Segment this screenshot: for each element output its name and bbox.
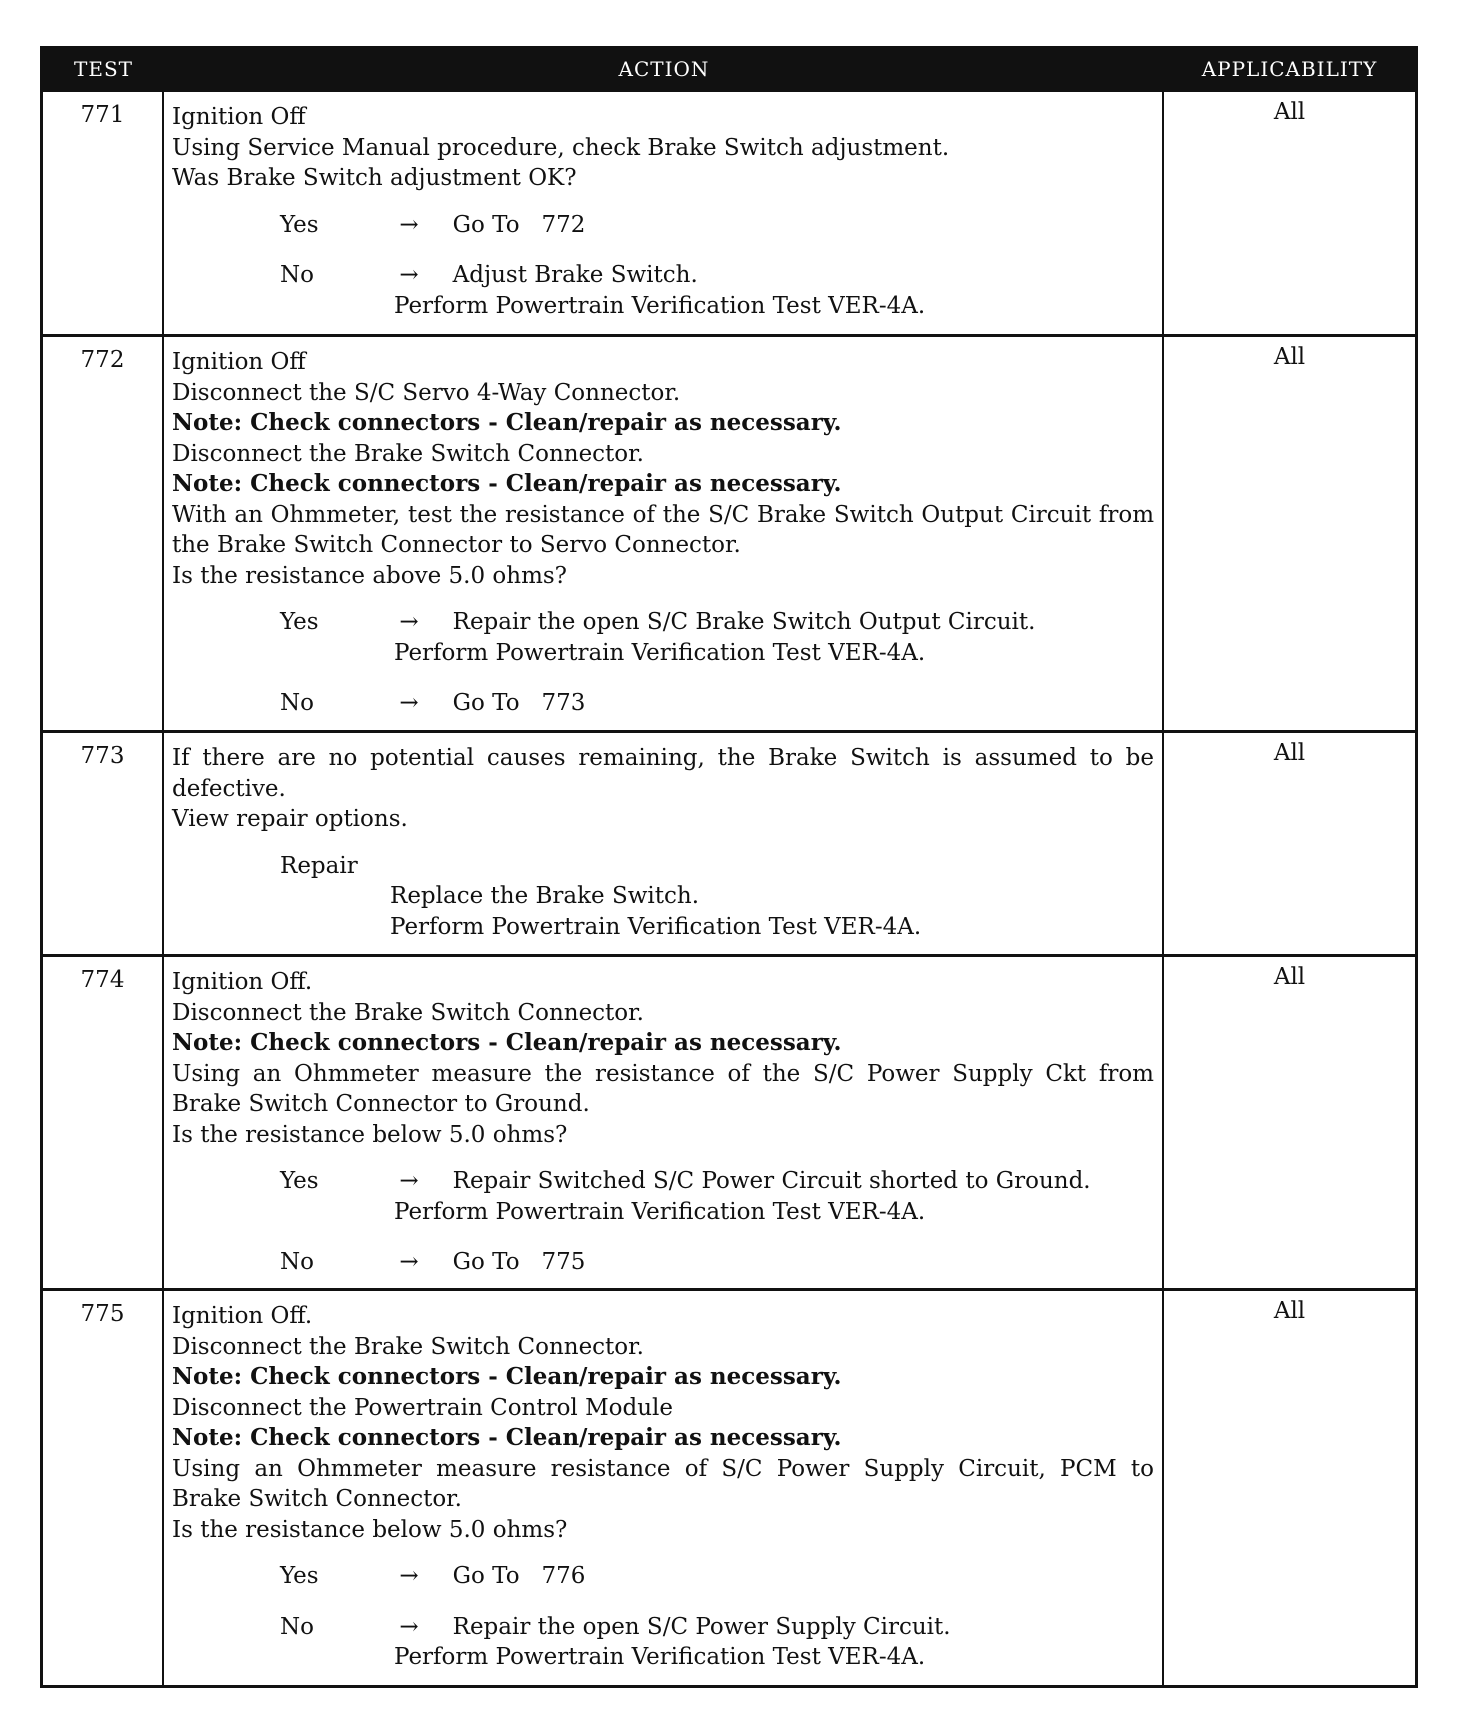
test-number: 774 [43,957,164,1288]
yes-label: Yes [280,1168,319,1194]
table-row [43,954,1415,1288]
arrow-icon: → [399,211,419,238]
applicability-value: All [1273,344,1306,370]
applicability-value: All [1273,99,1306,125]
step-text: Is the resistance below 5.0 ohms? [172,1121,568,1148]
step-text: Ignition Off [172,104,306,130]
action-cell [164,733,1164,954]
table-row [43,730,1415,954]
arrow-icon: → [399,690,419,716]
step-text: With an Ohmmeter, test the resistance of the S/C Brake Switch Output Circuit from the Brake Switch Connector to Servo Connector. [172,501,1154,558]
no-action: Perform Powertrain Verification Test VER-4A. [394,1644,926,1670]
action-cell [164,1291,1164,1685]
table-row [43,334,1415,730]
table-row [43,1288,1415,1685]
applicability-value: All [1273,740,1306,766]
action-cell [164,92,1164,334]
step-text: Disconnect the Brake Switch Connector. [172,440,644,467]
step-text: View repair options. [172,806,408,832]
step-text: Is the resistance below 5.0 ohms? [172,1516,568,1543]
test-number: 773 [43,733,164,954]
no-label: No [280,690,314,716]
repair-label: Repair [280,852,358,879]
table-header [43,49,1415,89]
note-text: Note: Check connectors - Clean/repair as necessary. [172,470,842,497]
no-label: No [280,1249,314,1275]
step-text: If there are no potential causes remaining, the Brake Switch is assumed to be defective. [172,745,1154,802]
test-number: 771 [43,92,164,334]
yes-action: Perform Powertrain Verification Test VER-4A. [394,1198,926,1225]
note-text: Note: Check connectors - Clean/repair as necessary. [172,1029,842,1056]
table-row [43,89,1415,334]
step-text: Ignition Off. [172,1303,313,1329]
no-label: No [280,262,314,288]
header-action: ACTION [618,57,710,81]
applicability-value: All [1273,964,1306,990]
step-text: Using an Ohmmeter measure resistance of S/C Power Supply Circuit, PCM to Brake Switch Connector. [172,1455,1154,1512]
diagnostic-table [40,46,1418,1688]
step-text: Ignition Off [172,349,306,375]
step-text: Disconnect the Brake Switch Connector. [172,999,644,1026]
arrow-icon: → [399,1249,419,1275]
no-action: Go To 773 [452,690,586,716]
no-action: Adjust Brake Switch. [452,262,698,288]
step-text: Disconnect the Brake Switch Connector. [172,1333,644,1360]
step-text: Is the resistance above 5.0 ohms? [172,562,568,589]
step-text: Using Service Manual procedure, check Brake Switch adjustment. [172,134,950,161]
yes-action: Perform Powertrain Verification Test VER-4A. [394,639,926,666]
yes-label: Yes [280,609,319,635]
step-text: Disconnect the S/C Servo 4-Way Connector. [172,379,681,406]
yes-action: Repair the open S/C Brake Switch Output Circuit. [452,609,1036,635]
arrow-icon: → [399,609,419,635]
step-text: Was Brake Switch adjustment OK? [172,165,577,191]
arrow-icon: → [399,1613,419,1640]
yes-action: Repair Switched S/C Power Circuit shorted to Ground. [452,1168,1091,1194]
step-text: Ignition Off. [172,969,313,995]
repair-action: Replace the Brake Switch. [390,883,700,909]
arrow-icon: → [399,1168,419,1194]
step-text: Disconnect the Powertrain Control Module [172,1394,674,1421]
no-action: Repair the open S/C Power Supply Circuit. [452,1613,951,1640]
yes-label: Yes [280,1563,319,1589]
no-action: Go To 775 [452,1249,586,1275]
yes-label: Yes [280,211,319,238]
step-text: Using an Ohmmeter measure the resistance of the S/C Power Supply Ckt from Brake Switch Connector to Ground. [172,1060,1154,1117]
header-applicability: APPLICABILITY [1201,57,1378,81]
note-text: Note: Check connectors - Clean/repair as necessary. [172,1424,842,1451]
no-label: No [280,1613,314,1640]
yes-action: Go To 776 [452,1563,586,1589]
applicability-value: All [1273,1298,1306,1324]
repair-action: Perform Powertrain Verification Test VER-4A. [390,913,922,940]
test-number: 772 [43,337,164,730]
yes-action: Go To 772 [452,211,586,238]
note-text: Note: Check connectors - Clean/repair as necessary. [172,409,842,436]
arrow-icon: → [399,262,419,288]
test-number: 775 [43,1291,164,1685]
action-cell [164,957,1164,1288]
arrow-icon: → [399,1563,419,1589]
header-test: TEST [74,57,133,81]
no-action: Perform Powertrain Verification Test VER-4A. [394,292,926,319]
note-text: Note: Check connectors - Clean/repair as necessary. [172,1363,842,1390]
action-cell [164,337,1164,730]
